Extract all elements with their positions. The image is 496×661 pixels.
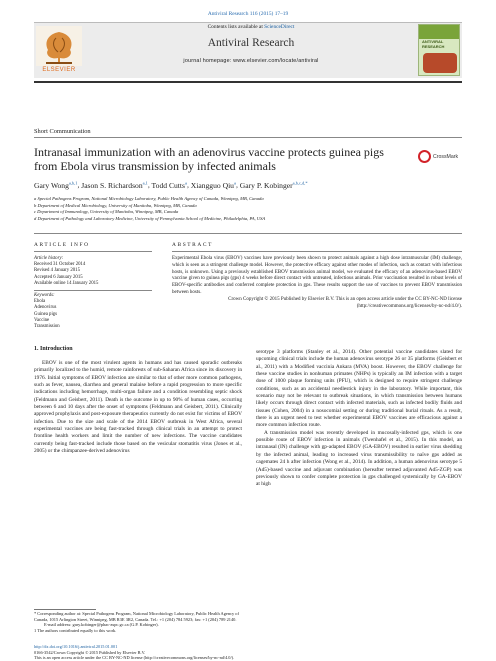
abstract-text: Experimental Ebola virus (EBOV) vaccines have previously been shown to protect animals against a high dose intramuscular (IM) challenge, which is seen as a stringent challenge model. However, the protective efficacy against other modes of infection, such as contact with infectious hosts, is unknown. Using a previously established EBOV transmission animal model, we evaluated the efficacy of an adenovirus-based EBOV vaccine given to guinea pigs (gps) 4 weeks before direct contact with untreated, infectious animals. Prior vaccination resulted in robust levels of EBOV-specific antibodies and conferred complete protection in gps. These results support the use of vaccines to prevent EBOV transmission between hosts. — [172, 256, 462, 295]
author[interactable]: Gary Wong$^{a,b,1}$ — [34, 180, 78, 190]
keyword: Vaccine — [34, 317, 50, 323]
affiliation: a Special Pathogens Program, National Microbiology Laboratory, Public Health Agency of Canada, Winnipeg, MB, Canada — [34, 196, 264, 201]
history-item: Accepted 6 January 2015 — [34, 274, 83, 280]
license-line[interactable]: This is an open access article under the CC BY-NC-ND license (http://creativecommons.org/licenses/by-nc-nd/4.0/). — [34, 655, 235, 661]
footnote: 1 The authors contributed equally to this work. — [34, 627, 117, 633]
crossmark-label: CrossMark — [433, 154, 459, 160]
publisher-logo: ELSEVIER — [42, 67, 76, 73]
contents-line — [120, 24, 382, 30]
author[interactable]: Gary P. Kobinger$^{a,b,c,d,*}$ — [239, 180, 308, 190]
header-rule — [34, 81, 462, 83]
author[interactable]: Jason S. Richardson$^{a,1}$ — [81, 180, 148, 190]
divider — [34, 233, 462, 234]
article-type: Short Communication — [34, 128, 91, 135]
article-title: Intranasal immunization with an adenovirus vaccine protects guinea pigs from Ebola virus transmission by infected animals — [34, 145, 384, 174]
doi-link[interactable]: http://dx.doi.org/10.1016/j.antiviral.2015.01.001 — [34, 644, 118, 649]
keyword: Ebola — [34, 299, 46, 305]
keyword: Transmission — [34, 324, 60, 330]
author-list: Gary Wong$^{a,b,1}$, Jason S. Richardson$^{a,1}$, Todd Cutts$^a$, Xiangguo Qiu$^a$, Gary P. Kobinger$^{a,b,c,d,*}$ — [34, 180, 308, 190]
crossmark-badge[interactable] — [418, 148, 460, 166]
footnote-email[interactable]: E-mail address: gary.kobinger@phac-aspc.gc.ca (G.P. Kobinger). — [44, 622, 159, 628]
elsevier-tree-icon — [36, 26, 82, 72]
affiliation: d Department of Pathology and Laboratory Medicine, University of Pennsylvania School of Medicine, Philadelphia, PA, USA — [34, 215, 266, 221]
author[interactable]: Todd Cutts$^a$ — [151, 180, 187, 190]
keyword: Guinea pigs — [34, 311, 58, 317]
history-item: Revised 4 January 2015 — [34, 268, 80, 274]
journal-cover-icon[interactable] — [418, 24, 460, 76]
affiliations — [34, 196, 464, 222]
copyright-line: 0166-3542/Crown Copyright © 2015 Published by Elsevier B.V. — [34, 649, 146, 655]
page-footer — [34, 644, 464, 661]
abstract-heading: ABSTRACT — [172, 242, 213, 248]
paragraph: A transmission model was recently developed in mucosally-infected gps, which is one possible route of EBOV infection in animals (Twenhafel et al., 2015). In this model, an intranasal (IN) challenge with gp-adapted EBOV (GA-EBOV) resulted in earlier virus shedding by the infected animal, leading to increased virus transmissibility to naïve gps added as cagemates 24 h after infection (Wong et al., 2014). In addition, a human adenovirus serotype 5 (Ad5)-based vaccine and adjuvant combination (hereafter termed adjuvanted Ad5-ZGP) was previously shown to confer complete protection in gps challenged systemically by GA-EBOV at high — [256, 429, 462, 488]
cover-image — [423, 53, 457, 73]
cover-title: ANTIVIRAL RESEARCH — [422, 39, 445, 49]
footnotes — [34, 611, 242, 633]
section-heading: 1. Introduction — [34, 346, 73, 352]
contents-prefix: Contents lists available at — [207, 24, 265, 30]
abstract-body — [172, 256, 462, 310]
journal-header — [34, 22, 462, 78]
divider — [34, 251, 152, 252]
article-history — [34, 256, 152, 287]
keyword: Adenovirus — [34, 305, 57, 311]
journal-reference[interactable]: Antiviral Research 116 (2015) 17–19 — [207, 11, 289, 17]
journal-title: Antiviral Research — [207, 37, 295, 49]
sciencedirect-link[interactable]: ScienceDirect — [264, 24, 295, 30]
history-item: Available online 14 January 2015 — [34, 280, 99, 286]
cover-band — [419, 25, 459, 39]
paragraph: serotype 3 platforms (Stanley et al., 2014). Other potential vaccine candidates slated for upcoming clinical trials include the human adenovirus serotype 26 or 35 platforms (Geisbert et al., 2011) with a Modified vaccinia Ankara (MVA) boost. However, the EBOV challenge for these vaccine studies in nonhuman primates (NHPs) is typically an IM infection with a target dose of 1000 plaque forming units (PFU), which is designed to require stringent challenge conditions, such as an accidental needlestick injury in the laboratory. While important, this scenario may not be relevant to outbreak situations, in which transmission between humans likely occurs through direct contact with infected materials, such as infected bodily fluids and tissues (Cohen, 2004) in a nosocomial setting or during traditional burial rituals. As a result, there is an urgent need to test whether experimental EBOV vaccines are efficacious against a more common infection route. — [256, 349, 462, 429]
divider — [34, 137, 462, 138]
keywords — [34, 293, 152, 330]
license-text[interactable]: Crown Copyright © 2015 Published by Elsevier B.V. This is an open access article under the CC BY-NC-ND license (http://creativecommons.org/licenses/by-nc-nd/4.0/). — [228, 296, 462, 309]
author[interactable]: Xiangguo Qiu$^a$ — [190, 180, 236, 190]
divider — [34, 290, 152, 291]
affiliation: c Department of Immunology, University of Manitoba, Winnipeg, MB, Canada — [34, 209, 179, 215]
keywords-label: Keywords: — [34, 293, 55, 298]
divider — [172, 251, 462, 252]
body-column-left — [34, 360, 242, 455]
affiliation: b Department of Medical Microbiology, University of Manitoba, Winnipeg, MB, Canada — [34, 202, 197, 208]
journal-homepage[interactable]: journal homepage: www.elsevier.com/locate/antiviral — [183, 58, 319, 64]
footnote-rule — [34, 609, 96, 610]
crossmark-icon — [418, 150, 431, 163]
history-item: Received 31 October 2014 — [34, 262, 86, 268]
history-label: Article history: — [34, 256, 64, 261]
footnote: * Corresponding author at: Special Pathogens Program, National Microbiology Laboratory, Public Health Agency of Canada, 1015 Arlington Street, Winnipeg, MB R3E 3R2, Canada. Tel.: +1 (204) 784 5923; fax: +1 (204) 789 2140. — [34, 611, 239, 622]
paragraph: EBOV is one of the most virulent agents in humans and has caused sporadic outbreaks primarily localized to the humid, remote rainforests of sub-Saharan Africa since its discovery in 1976. Initial symptoms of EBOV infection are similar to that of other more common pathogens, such as fever, nausea, diarrhea and general malaise before a rapid progression to more specific indications including hemorrhage, multi-organ failure and a condition resembling septic shock (Feldmann and Geisbert, 2011). Death is the outcome in up to 90% of human cases, occurring between 6 and 10 days after the onset of symptoms (Feldmann and Geisbert, 2011). Clinically approved prophylaxis and post-exposure therapeutics currently do not exist for victims of EBOV infection. Due to the size and scale of the 2014 EBOV outbreak in West Africa, several experimental vaccines are being fast-tracked through clinical trials in an attempt to protect frontline health workers and limit the number of new infections. The vaccine candidates currently being fast-tracked include those based on the vesicular stomatitis virus (Jones et al., 2005) or the chimpanzee-derived adenovirus — [34, 360, 242, 455]
article-info-heading: ARTICLE INFO — [34, 242, 90, 248]
body-column-right — [256, 349, 462, 489]
